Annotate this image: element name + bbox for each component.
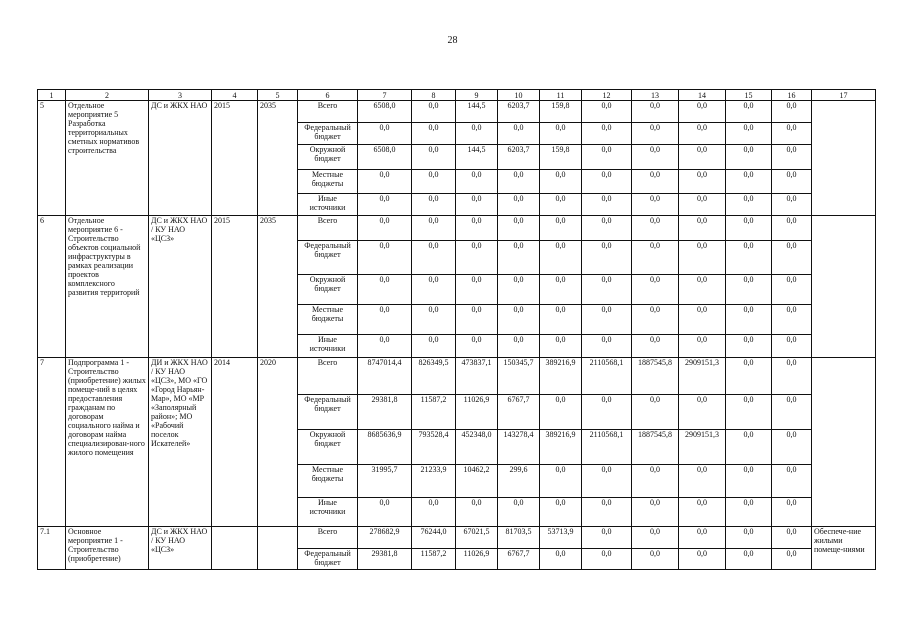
value-cell: 0,0 — [498, 194, 540, 216]
value-cell: 76244,0 — [412, 527, 456, 549]
header-cell: 8 — [412, 90, 456, 101]
value-cell: 0,0 — [358, 241, 412, 275]
funding-source-label: Местные бюджеты — [298, 170, 358, 194]
value-cell: 10462,2 — [456, 465, 498, 498]
value-cell: 8747014,4 — [358, 358, 412, 395]
value-cell: 0,0 — [582, 395, 632, 430]
start-year: 2014 — [212, 358, 258, 527]
header-cell: 10 — [498, 90, 540, 101]
table-row — [38, 101, 876, 123]
funding-source-label: Федеральный бюджет — [298, 395, 358, 430]
executor: ДС и ЖКХ НАО — [149, 101, 212, 216]
value-cell: 0,0 — [456, 305, 498, 335]
value-cell: 0,0 — [679, 335, 726, 358]
value-cell: 0,0 — [679, 527, 726, 549]
value-cell: 0,0 — [412, 123, 456, 145]
value-cell: 0,0 — [540, 275, 582, 305]
value-cell: 6767,7 — [498, 549, 540, 570]
value-cell: 0,0 — [582, 465, 632, 498]
value-cell: 0,0 — [679, 549, 726, 570]
value-cell: 0,0 — [632, 335, 679, 358]
value-cell: 0,0 — [632, 123, 679, 145]
value-cell: 0,0 — [772, 465, 812, 498]
value-cell: 0,0 — [772, 498, 812, 527]
value-cell: 0,0 — [456, 170, 498, 194]
value-cell: 0,0 — [772, 101, 812, 123]
value-cell: 0,0 — [726, 395, 772, 430]
value-cell: 389216,9 — [540, 358, 582, 395]
value-cell: 144,5 — [456, 101, 498, 123]
value-cell: 143278,4 — [498, 430, 540, 465]
funding-source-label: Всего — [298, 101, 358, 123]
funding-source-label: Окружной бюджет — [298, 275, 358, 305]
value-cell: 0,0 — [679, 395, 726, 430]
value-cell: 0,0 — [582, 101, 632, 123]
value-cell: 0,0 — [772, 358, 812, 395]
value-cell: 0,0 — [632, 395, 679, 430]
value-cell: 0,0 — [412, 170, 456, 194]
header-cell: 5 — [258, 90, 298, 101]
value-cell: 6508,0 — [358, 101, 412, 123]
header-cell: 4 — [212, 90, 258, 101]
value-cell: 1887545,8 — [632, 358, 679, 395]
value-cell: 0,0 — [412, 194, 456, 216]
budget-table — [37, 89, 876, 570]
value-cell: 0,0 — [582, 216, 632, 241]
measure-name: Основное мероприятие 1 - Строительство (приобретение) — [66, 527, 149, 570]
value-cell: 0,0 — [540, 241, 582, 275]
value-cell: 0,0 — [726, 527, 772, 549]
value-cell: 0,0 — [679, 465, 726, 498]
value-cell: 0,0 — [540, 335, 582, 358]
funding-source-label: Всего — [298, 358, 358, 395]
value-cell: 0,0 — [632, 170, 679, 194]
table-row — [38, 216, 876, 241]
value-cell: 0,0 — [412, 498, 456, 527]
value-cell: 0,0 — [358, 194, 412, 216]
value-cell: 0,0 — [632, 527, 679, 549]
value-cell: 6203,7 — [498, 145, 540, 170]
value-cell: 0,0 — [498, 123, 540, 145]
header-cell: 16 — [772, 90, 812, 101]
value-cell: 0,0 — [358, 275, 412, 305]
value-cell: 0,0 — [456, 335, 498, 358]
value-cell: 0,0 — [498, 275, 540, 305]
start-year: 2015 — [212, 101, 258, 216]
value-cell: 0,0 — [582, 305, 632, 335]
value-cell: 0,0 — [726, 430, 772, 465]
value-cell: 0,0 — [679, 170, 726, 194]
value-cell: 0,0 — [772, 145, 812, 170]
value-cell: 0,0 — [358, 498, 412, 527]
value-cell: 0,0 — [456, 123, 498, 145]
row-number: 7 — [38, 358, 66, 527]
value-cell: 0,0 — [540, 549, 582, 570]
value-cell: 6767,7 — [498, 395, 540, 430]
header-cell: 7 — [358, 90, 412, 101]
value-cell: 389216,9 — [540, 430, 582, 465]
value-cell: 0,0 — [358, 216, 412, 241]
value-cell: 0,0 — [540, 465, 582, 498]
header-cell: 9 — [456, 90, 498, 101]
value-cell: 0,0 — [632, 194, 679, 216]
value-cell: 2909151,3 — [679, 430, 726, 465]
value-cell: 0,0 — [412, 101, 456, 123]
value-cell: 0,0 — [679, 305, 726, 335]
executor: ДИ и ЖКХ НАО / КУ НАО «ЦСЗ», МО «ГО «Город Нарьян-Мар», МО «МР «Заполярный район»; МО «Рабочий поселок Искателей» — [149, 358, 212, 527]
value-cell: 0,0 — [632, 465, 679, 498]
value-cell: 0,0 — [726, 358, 772, 395]
end-year: 2035 — [258, 216, 298, 358]
funding-source-label: Всего — [298, 216, 358, 241]
value-cell: 0,0 — [540, 216, 582, 241]
value-cell: 0,0 — [726, 194, 772, 216]
value-cell: 0,0 — [726, 465, 772, 498]
value-cell: 0,0 — [412, 241, 456, 275]
value-cell: 0,0 — [772, 123, 812, 145]
value-cell: 0,0 — [582, 549, 632, 570]
value-cell: 0,0 — [726, 170, 772, 194]
start-year: 2015 — [212, 216, 258, 358]
expected-result — [812, 358, 876, 527]
value-cell: 0,0 — [679, 241, 726, 275]
value-cell: 793528,4 — [412, 430, 456, 465]
value-cell: 11587,2 — [412, 549, 456, 570]
value-cell: 0,0 — [582, 241, 632, 275]
header-cell: 2 — [66, 90, 149, 101]
value-cell: 0,0 — [498, 241, 540, 275]
value-cell: 11587,2 — [412, 395, 456, 430]
funding-source-label: Иные источники — [298, 335, 358, 358]
funding-source-label: Федеральный бюджет — [298, 549, 358, 570]
value-cell: 0,0 — [726, 123, 772, 145]
value-cell: 0,0 — [772, 305, 812, 335]
end-year: 2035 — [258, 101, 298, 216]
value-cell: 0,0 — [540, 170, 582, 194]
header-cell: 17 — [812, 90, 876, 101]
funding-source-label: Иные источники — [298, 194, 358, 216]
value-cell: 0,0 — [632, 216, 679, 241]
value-cell: 159,8 — [540, 145, 582, 170]
header-cell: 1 — [38, 90, 66, 101]
value-cell: 0,0 — [772, 241, 812, 275]
value-cell: 0,0 — [358, 335, 412, 358]
table-row — [38, 358, 876, 395]
value-cell: 0,0 — [540, 498, 582, 527]
value-cell: 21233,9 — [412, 465, 456, 498]
value-cell: 0,0 — [679, 145, 726, 170]
value-cell: 8685636,9 — [358, 430, 412, 465]
value-cell: 0,0 — [412, 145, 456, 170]
value-cell: 0,0 — [726, 305, 772, 335]
value-cell: 0,0 — [582, 170, 632, 194]
funding-source-label: Федеральный бюджет — [298, 123, 358, 145]
header-cell: 11 — [540, 90, 582, 101]
value-cell: 0,0 — [498, 216, 540, 241]
value-cell: 0,0 — [772, 549, 812, 570]
value-cell: 0,0 — [632, 549, 679, 570]
value-cell: 0,0 — [498, 335, 540, 358]
value-cell: 0,0 — [632, 305, 679, 335]
value-cell: 6203,7 — [498, 101, 540, 123]
value-cell: 0,0 — [632, 275, 679, 305]
value-cell: 0,0 — [412, 305, 456, 335]
expected-result: Обеспече-ние жилыми помеще-ниями — [812, 527, 876, 570]
value-cell: 150345,7 — [498, 358, 540, 395]
expected-result — [812, 101, 876, 216]
value-cell: 0,0 — [679, 123, 726, 145]
value-cell: 0,0 — [582, 145, 632, 170]
value-cell: 0,0 — [498, 498, 540, 527]
header-cell: 14 — [679, 90, 726, 101]
start-year — [212, 527, 258, 570]
value-cell: 0,0 — [772, 335, 812, 358]
value-cell: 0,0 — [772, 430, 812, 465]
value-cell: 0,0 — [498, 170, 540, 194]
value-cell: 0,0 — [679, 275, 726, 305]
value-cell: 0,0 — [456, 241, 498, 275]
value-cell: 826349,5 — [412, 358, 456, 395]
value-cell: 0,0 — [772, 395, 812, 430]
value-cell: 2110568,1 — [582, 430, 632, 465]
value-cell: 0,0 — [772, 170, 812, 194]
value-cell: 2909151,3 — [679, 358, 726, 395]
row-number: 6 — [38, 216, 66, 358]
end-year: 2020 — [258, 358, 298, 527]
value-cell: 0,0 — [632, 101, 679, 123]
value-cell: 159,8 — [540, 101, 582, 123]
value-cell: 0,0 — [726, 549, 772, 570]
value-cell: 0,0 — [456, 275, 498, 305]
value-cell: 6508,0 — [358, 145, 412, 170]
value-cell: 0,0 — [679, 216, 726, 241]
row-number: 7.1 — [38, 527, 66, 570]
header-cell: 6 — [298, 90, 358, 101]
value-cell: 67021,5 — [456, 527, 498, 549]
table-body — [38, 90, 876, 570]
end-year — [258, 527, 298, 570]
value-cell: 29381,8 — [358, 395, 412, 430]
value-cell: 0,0 — [772, 275, 812, 305]
value-cell: 1887545,8 — [632, 430, 679, 465]
value-cell: 0,0 — [412, 335, 456, 358]
value-cell: 11026,9 — [456, 395, 498, 430]
value-cell: 0,0 — [582, 123, 632, 145]
value-cell: 0,0 — [726, 275, 772, 305]
measure-name: Подпрограмма 1 - Строительство (приобретение) жилых помеще-ний в целях предоставления гражданам по договорам социального найма и договорам найма специализирован-ного жилого помещения — [66, 358, 149, 527]
value-cell: 0,0 — [540, 395, 582, 430]
value-cell: 473837,1 — [456, 358, 498, 395]
value-cell: 0,0 — [772, 216, 812, 241]
value-cell: 0,0 — [582, 275, 632, 305]
header-cell: 3 — [149, 90, 212, 101]
header-cell: 13 — [632, 90, 679, 101]
value-cell: 0,0 — [358, 305, 412, 335]
expected-result — [812, 216, 876, 358]
page-number: 28 — [447, 35, 458, 46]
value-cell: 0,0 — [582, 527, 632, 549]
value-cell: 0,0 — [540, 194, 582, 216]
value-cell: 31995,7 — [358, 465, 412, 498]
value-cell: 0,0 — [540, 305, 582, 335]
value-cell: 0,0 — [358, 170, 412, 194]
value-cell: 0,0 — [726, 101, 772, 123]
value-cell: 0,0 — [726, 498, 772, 527]
value-cell: 0,0 — [632, 498, 679, 527]
value-cell: 0,0 — [726, 335, 772, 358]
value-cell: 299,6 — [498, 465, 540, 498]
row-number: 5 — [38, 101, 66, 216]
value-cell: 0,0 — [582, 335, 632, 358]
value-cell: 0,0 — [582, 498, 632, 527]
funding-source-label: Окружной бюджет — [298, 430, 358, 465]
header-cell: 12 — [582, 90, 632, 101]
funding-source-label: Федеральный бюджет — [298, 241, 358, 275]
measure-name: Отдельное мероприятие 5 Разработка территориальных сметных нормативов строительства — [66, 101, 149, 216]
value-cell: 0,0 — [726, 145, 772, 170]
value-cell: 278682,9 — [358, 527, 412, 549]
value-cell: 452348,0 — [456, 430, 498, 465]
value-cell: 0,0 — [358, 123, 412, 145]
value-cell: 0,0 — [456, 498, 498, 527]
value-cell: 0,0 — [412, 216, 456, 241]
funding-source-label: Иные источники — [298, 498, 358, 527]
funding-source-label: Окружной бюджет — [298, 145, 358, 170]
funding-source-label: Всего — [298, 527, 358, 549]
value-cell: 0,0 — [772, 194, 812, 216]
header-row — [38, 90, 876, 101]
value-cell: 0,0 — [726, 241, 772, 275]
value-cell: 0,0 — [498, 305, 540, 335]
value-cell: 0,0 — [582, 194, 632, 216]
value-cell: 53713,9 — [540, 527, 582, 549]
value-cell: 0,0 — [456, 194, 498, 216]
value-cell: 0,0 — [632, 241, 679, 275]
value-cell: 0,0 — [679, 101, 726, 123]
value-cell: 29381,8 — [358, 549, 412, 570]
value-cell: 11026,9 — [456, 549, 498, 570]
value-cell: 0,0 — [679, 498, 726, 527]
header-cell: 15 — [726, 90, 772, 101]
value-cell: 0,0 — [726, 216, 772, 241]
value-cell: 0,0 — [632, 145, 679, 170]
funding-source-label: Местные бюджеты — [298, 465, 358, 498]
value-cell: 0,0 — [772, 527, 812, 549]
value-cell: 0,0 — [679, 194, 726, 216]
value-cell: 2110568,1 — [582, 358, 632, 395]
value-cell: 0,0 — [456, 216, 498, 241]
executor: ДС и ЖКХ НАО / КУ НАО «ЦСЗ» — [149, 527, 212, 570]
funding-source-label: Местные бюджеты — [298, 305, 358, 335]
value-cell: 0,0 — [540, 123, 582, 145]
value-cell: 144,5 — [456, 145, 498, 170]
executor: ДС и ЖКХ НАО / КУ НАО «ЦСЗ» — [149, 216, 212, 358]
measure-name: Отдельное мероприятие 6 - Строительство объектов социальной инфраструктуры в рамках реализации проектов комплексного развития территорий — [66, 216, 149, 358]
value-cell: 0,0 — [412, 275, 456, 305]
value-cell: 81703,5 — [498, 527, 540, 549]
table-row — [38, 527, 876, 549]
